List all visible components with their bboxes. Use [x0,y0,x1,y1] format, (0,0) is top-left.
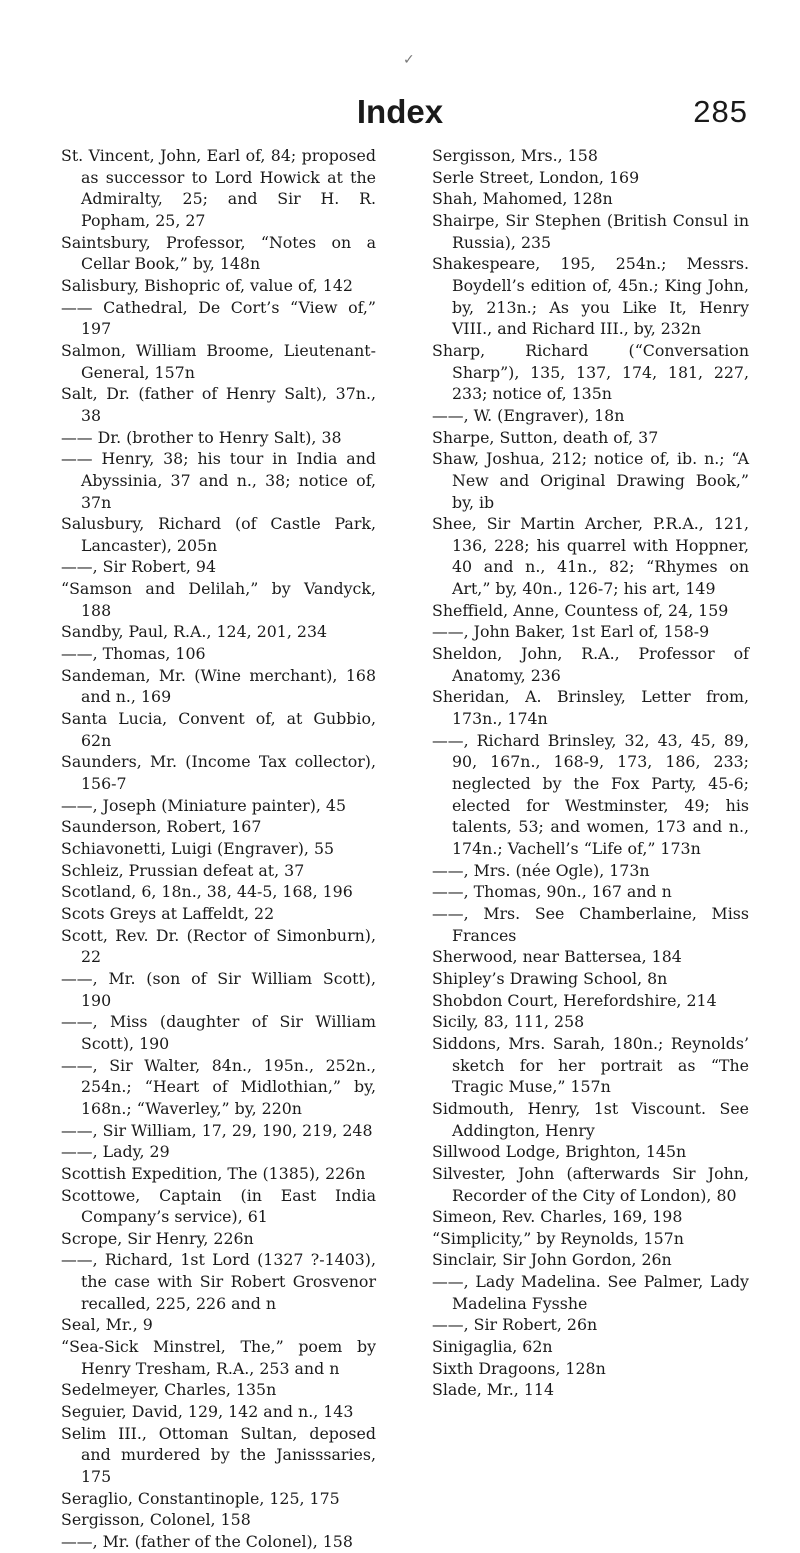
index-entry: Scots Greys at Laffeldt, 22 [61,903,275,923]
index-entry: Sinigaglia, 62n [432,1337,553,1357]
index-entry: “Samson and Delilah,” by Vandyck, 188 [61,579,376,620]
stray-check-mark: ✓ [403,52,415,68]
index-entry: Santa Lucia, Convent of, at Gubbio, 62n [61,709,376,750]
index-entry: Scott, Rev. Dr. (Rector of Simonburn), 22 [61,925,376,967]
index-entry: Sheldon, John, R.A., Professor of Anatomy, 236 [432,644,749,685]
index-entry: Scotland, 6, 18n., 38, 44-5, 168, 196 [61,882,353,902]
index-entry: ——, Richard, 1st Lord (1327 ?-1403), the case with Sir Robert Grosvenor recalled, 225, 226 and n [61,1250,376,1313]
index-entry: “Sea-Sick Minstrel, The,” poem by Henry Tresham, R.A., 253 and n [61,1337,376,1378]
index-entry: Shipley’s Drawing School, 8n [432,968,668,988]
index-entry: ——, W. (Engraver), 18n [432,405,625,425]
index-entry: Silvester, John (afterwards Sir John, Recorder of the City of London), 80 [432,1163,749,1205]
page-header [0,92,800,132]
index-entry: ——, Miss (daughter of Sir William Scott), 190 [61,1012,376,1053]
index-entry: Sedelmeyer, Charles, 135n [61,1380,277,1400]
index-entry: ——, Mr. (son of Sir William Scott), 190 [61,968,376,1010]
index-column-left [61,145,376,1553]
index-entry: ——, Sir Robert, 94 [61,557,216,577]
index-entry: Shakespeare, 195, 254n.; Messrs. Boydell’s edition of, 45n.; King John, by, 213n.; As you Like It, Henry VIII., and Richard III., by, 232n [432,254,749,339]
index-entry: Shaw, Joshua, 212; notice of, ib. n.; “A New and Original Drawing Book,” by, ib [432,449,749,512]
index-entry: Serle Street, London, 169 [432,167,640,187]
index-entry: —— Dr. (brother to Henry Salt), 38 [61,427,342,447]
index-entry: Sicily, 83, 111, 258 [432,1012,585,1032]
index-entry: Shobdon Court, Herefordshire, 214 [432,990,717,1010]
index-entry: Salmon, William Broome, Lieutenant-General, 157n [61,340,376,382]
index-entry: ——, Mrs. (née Ogle), 173n [432,860,650,880]
index-entry: Sheffield, Anne, Countess of, 24, 159 [432,600,729,620]
index-entry: Schleiz, Prussian defeat at, 37 [61,860,305,880]
index-entry: St. Vincent, John, Earl of, 84; proposed as successor to Lord Howick at the Admiralty, 25; and Sir H. R. Popham, 25, 27 [61,146,376,230]
index-column-right [432,145,749,1401]
index-entry: Selim III., Ottoman Sultan, deposed and murdered by the Janisssaries, 175 [61,1423,376,1487]
index-entry: Saunderson, Robert, 167 [61,817,262,837]
index-entry: Sheridan, A. Brinsley, Letter from, 173n., 174n [432,687,749,729]
index-entry: “Simplicity,” by Reynolds, 157n [432,1228,684,1248]
index-entry: Shee, Sir Martin Archer, P.R.A., 121, 136, 228; his quarrel with Hoppner, 40 and n., 41n., 82; “Rhymes on Art,” by, 40n., 126-7; his art, 149 [432,514,749,599]
index-entry: Sillwood Lodge, Brighton, 145n [432,1142,687,1162]
index-entry: ——, Mrs. See Chamberlaine, Miss Frances [432,903,749,945]
index-entry: Seraglio, Constantinople, 125, 175 [61,1488,340,1508]
index-entry: Saintsbury, Professor, “Notes on a Cellar Book,” by, 148n [61,232,376,274]
index-entry: Saunders, Mr. (Income Tax collector), 156-7 [61,752,376,794]
index-entry: —— Cathedral, De Cort’s “View of,” 197 [61,297,376,339]
index-entry: Sharpe, Sutton, death of, 37 [432,427,659,447]
index-entry: Seguier, David, 129, 142 and n., 143 [61,1402,354,1422]
index-entry: —— Henry, 38; his tour in India and Abyssinia, 37 and n., 38; notice of, 37n [61,449,376,512]
index-entry: Sergisson, Mrs., 158 [432,146,598,165]
index-entry: Schiavonetti, Luigi (Engraver), 55 [61,839,335,858]
page-title: Index [356,93,444,130]
page-number: 285 [693,94,748,129]
index-entry: Sinclair, Sir John Gordon, 26n [432,1250,672,1270]
index-entry: ——, John Baker, 1st Earl of, 158-9 [432,622,710,642]
index-entry: Shah, Mahomed, 128n [432,189,613,209]
index-entry: ——, Richard Brinsley, 32, 43, 45, 89, 90, 167n., 168-9, 173, 186, 233; neglected by the Fox Party, 45-6; elected for Westminster, 49; his talents, 53; and women, 173 and n., 174n.; Vachell’s “Life of,” 173n [432,730,749,858]
index-entry: Sixth Dragoons, 128n [432,1358,606,1378]
index-entry: Sharp, Richard (“Conversation Sharp”), 135, 137, 174, 181, 227, 233; notice of, 135n [432,340,749,404]
index-entry: Seal, Mr., 9 [61,1315,153,1335]
index-entry: ——, Sir Robert, 26n [432,1315,598,1335]
index-entry: Sandby, Paul, R.A., 124, 201, 234 [61,622,328,642]
index-entry: Siddons, Mrs. Sarah, 180n.; Reynolds’ sketch for her portrait as “The Tragic Muse,” 157n [432,1033,749,1097]
index-entry: Sergisson, Colonel, 158 [61,1510,251,1530]
index-entry: Simeon, Rev. Charles, 169, 198 [432,1207,683,1227]
index-entry: ——, Mr. (father of the Colonel), 158 [61,1532,353,1551]
index-entry: Scottowe, Captain (in East India Company’s service), 61 [61,1185,376,1227]
index-entry: ——, Sir Walter, 84n., 195n., 252n., 254n.; “Heart of Midlothian,” by, 168n.; “Waverley,” by, 220n [61,1055,376,1118]
index-entry: Salisbury, Bishopric of, value of, 142 [61,275,353,295]
index-entry: Slade, Mr., 114 [432,1380,555,1400]
index-entry: ——, Lady, 29 [61,1142,170,1162]
index-entry: ——, Thomas, 90n., 167 and n [432,882,672,902]
index-entry: Shairpe, Sir Stephen (British Consul in Russia), 235 [432,210,749,252]
index-entry: Sidmouth, Henry, 1st Viscount. See Addington, Henry [432,1098,749,1140]
index-entry: ——, Lady Madelina. See Palmer, Lady Madelina Fysshe [432,1272,749,1313]
index-entry: Salt, Dr. (father of Henry Salt), 37n., 38 [61,384,376,425]
index-entry: Salusbury, Richard (of Castle Park, Lancaster), 205n [61,514,376,555]
index-entry: Sherwood, near Battersea, 184 [432,947,682,967]
index-entry: ——, Sir William, 17, 29, 190, 219, 248 [61,1120,373,1140]
index-entry: ——, Joseph (Miniature painter), 45 [61,795,347,815]
index-entry: ——, Thomas, 106 [61,644,206,664]
index-entry: Sandeman, Mr. (Wine merchant), 168 and n., 169 [61,665,376,707]
index-entry: Scrope, Sir Henry, 226n [61,1228,254,1248]
index-entry: Scottish Expedition, The (1385), 226n [61,1163,366,1183]
